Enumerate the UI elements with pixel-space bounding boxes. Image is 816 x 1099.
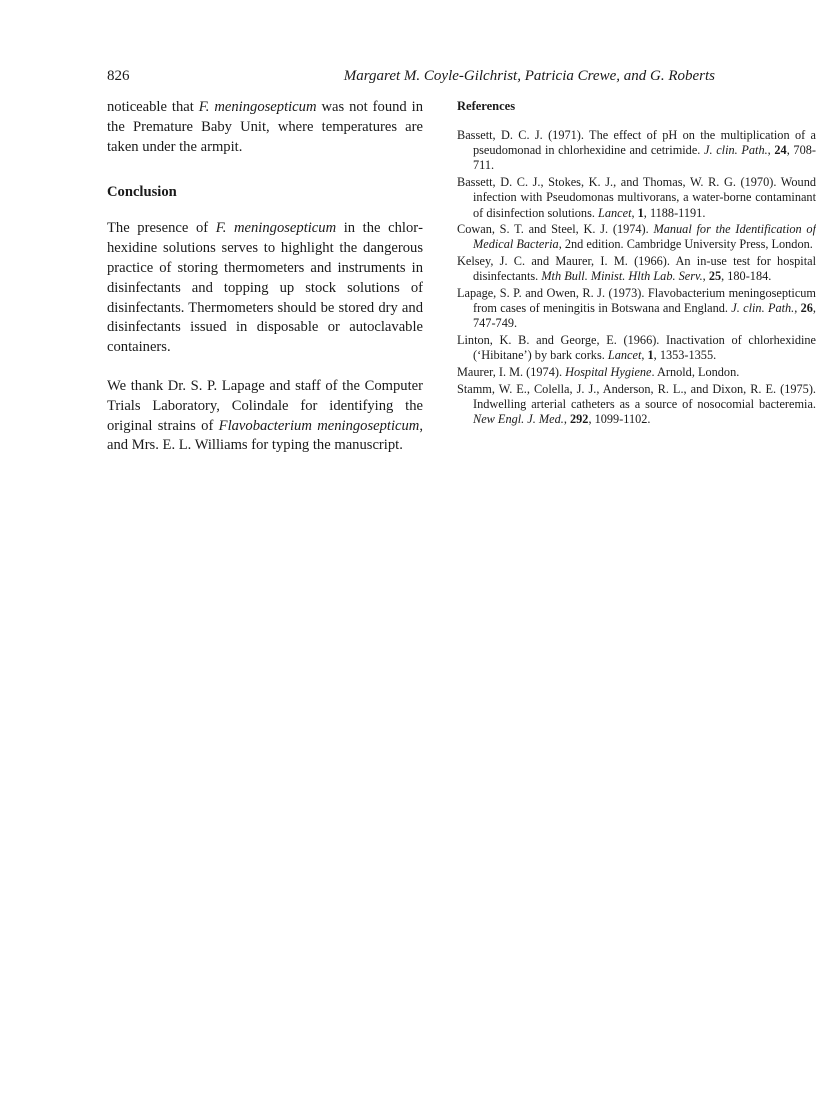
reference-entry: Stamm, W. E., Colella, J. J., Anderson, R. L., and Dixon, R. E. (1975). Indwelling arterial catheters as a source of nosocomial bacteremia. New Engl. J. Med., 292, 1099-1102. [457,381,816,427]
intro-paragraph: noticeable that F. meningosepticum was not found in the Premature Baby Unit, where temperatures are taken under the armpit. [107,99,423,155]
reference-entry: Maurer, I. M. (1974). Hospital Hygiene. Arnold, London. [457,365,740,380]
reference-entry: Lapage, S. P. and Owen, R. J. (1973). Flavobacterium meningosepticum from cases of meningitis in Botswana and England. J. clin. Path., 26, 747-749. [457,286,816,331]
reference-entry: Kelsey, J. C. and Maurer, I. M. (1966). An in-use test for hospital disinfectants. Mth Bull. Minist. Hlth Lab. Serv., 25, 180-184. [457,254,816,284]
conclusion-paragraph: The presence of F. meningosepticum in the chlorhexidine solutions serves to highlight the dangerous practice of storing thermometers and instruments in disinfectants and topping up stock solutions of disinfectants. Thermometers should be stored dry and disinfectants issued in disposable or autoclavable containers. [107,220,423,356]
running-authors: Margaret M. Coyle-Gilchrist, Patricia Crewe, and G. Roberts [343,68,715,84]
reference-entry: Bassett, D. C. J., Stokes, K. J., and Thomas, W. R. G. (1970). Wound infection with Pseudomonas multivorans, a water-borne contaminant of disinfection solutions. Lancet, 1, 1188-1191. [457,175,816,220]
left-column [107,98,423,456]
conclusion-heading: Conclusion [107,184,177,201]
reference-entry: Linton, K. B. and George, E. (1966). Inactivation of chlorhexidine (‘Hibitane’) by bark corks. Lancet, 1, 1353-1355. [457,333,816,363]
references-column [457,98,816,429]
acknowledgement-paragraph: We thank Dr. S. P. Lapage and staff of the Computer Trials Laboratory, Colindale for identifying the original strains of Flavobacterium meningosepticum, and Mrs. E. L. Williams for typing the manuscript. [107,377,423,454]
reference-entry: Bassett, D. C. J. (1971). The effect of pH on the multiplication of a pseudomonad in chlorhexidine and cetrimide. J. clin. Path., 24, 708-711. [457,128,816,173]
paragraph-gap [107,358,423,377]
running-header [107,68,715,88]
reference-list [457,128,816,427]
references-heading: References [457,99,516,113]
page-number: 826 [107,68,130,84]
reference-entry: Cowan, S. T. and Steel, K. J. (1974). Manual for the Identification of Medical Bacteria, 2nd edition. Cambridge University Press, London. [457,222,816,252]
